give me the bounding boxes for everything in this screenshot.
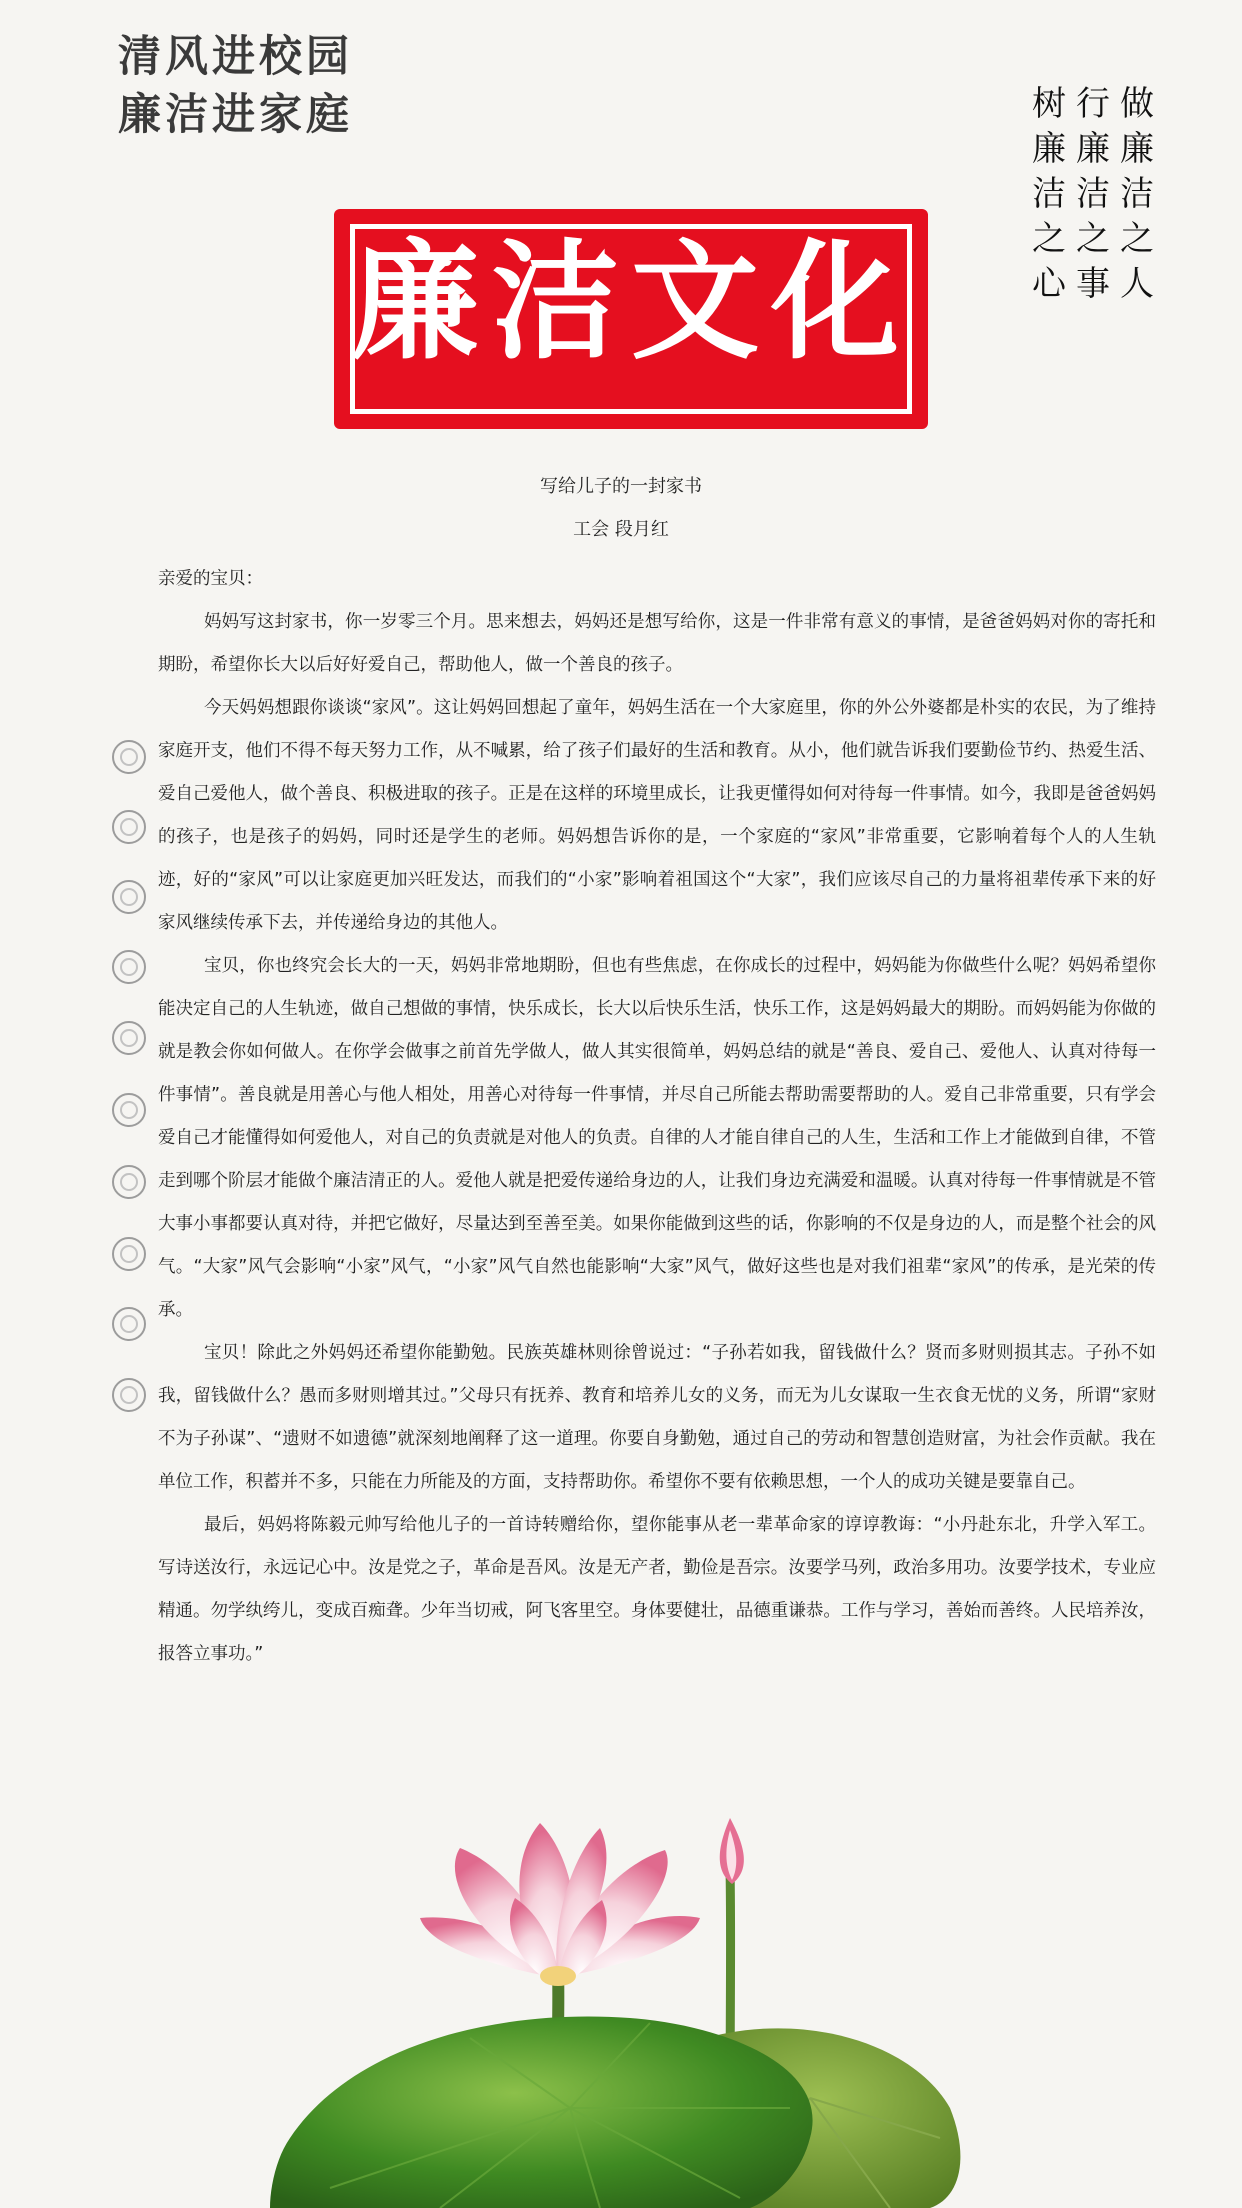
vertical-char: 心 [1032,264,1066,304]
slogan-line-1: 清风进校园 [118,32,353,82]
vertical-char: 做 [1120,84,1154,124]
vertical-char: 洁 [1032,174,1066,214]
lotus-flower [420,1823,700,1986]
letter-body [158,558,1156,1676]
vertical-column-3 [1030,82,1068,307]
letter-author: 工会 段月红 [573,519,669,540]
vertical-motto [1030,82,1156,307]
ring-icon [112,1021,146,1055]
lotus-illustration [270,1808,970,2208]
letter-paragraph: 今天妈妈想跟你谈谈“家风”。这让妈妈回想起了童年，妈妈生活在一个大家庭里，你的外公外婆都是朴实的农民，为了维持家庭开支，他们不得不每天努力工作，从不喊累，给了孩子们最好的生活和教育。从小，他们就告诉我们要勤俭节约、热爱生活、爱自己爱他人，做个善良、积极进取的孩子。正是在这样的环境里成长，让我更懂得如何对待每一件事情。如今，我即是爸爸妈妈的孩子，也是孩子的妈妈，同时还是学生的老师。妈妈想告诉你的是，一个家庭的“家风”非常重要，它影响着每个人的人生轨迹，好的“家风”可以让家庭更加兴旺发达，而我们的“小家”影响着祖国这个“大家”，我们应该尽自己的力量将祖辈传承下来的好家风继续传承下去，并传递给身边的其他人。 [158,698,1156,933]
ring-icon [112,810,146,844]
vertical-char: 洁 [1120,174,1154,214]
letter-greeting: 亲爱的宝贝： [158,569,263,589]
slogan [118,28,353,144]
letter-paragraph: 宝贝！除此之外妈妈还希望你能勤勉。民族英雄林则徐曾说过：“子孙若如我，留钱做什么？贤而多财则损其志。子孙不如我，留钱做什么？愚而多财则增其过。”父母只有抚养、教育和培养儿女的义务，而无为儿女谋取一生衣食无忧的义务，所谓“家财不为子孙谋”、“遗财不如遗德”就深刻地阐释了这一道理。你要自身勤勉，通过自己的劳动和智慧创造财富，为社会作贡献。我在单位工作，积蓄并不多，只能在力所能及的方面，支持帮助你。希望你不要有依赖思想，一个人的成功关键是要靠自己。 [158,1343,1156,1492]
seal-title: 廉洁文化 [350,227,911,377]
ring-icon [112,1307,146,1341]
slogan-line-2: 廉洁进家庭 [118,90,353,140]
seal-banner [336,211,926,427]
lotus-leaf-front [270,2017,813,2208]
ring-icon [112,740,146,774]
vertical-char: 人 [1120,264,1154,304]
vertical-char: 之 [1120,219,1154,259]
vertical-char: 树 [1032,84,1066,124]
vertical-char: 洁 [1076,174,1110,214]
vertical-column-2 [1074,82,1112,307]
ring-icon [112,950,146,984]
vertical-char: 之 [1032,219,1066,259]
ring-icon [112,1165,146,1199]
vertical-column-1 [1118,82,1156,307]
vertical-char: 行 [1076,84,1110,124]
vertical-char: 廉 [1032,129,1066,169]
ring-icon [112,1378,146,1412]
letter-paragraph: 妈妈写这封家书，你一岁零三个月。思来想去，妈妈还是想写给你，这是一件非常有意义的事情，是爸爸妈妈对你的寄托和期盼，希望你长大以后好好爱自己，帮助他人，做一个善良的孩子。 [158,612,1156,675]
letter-paragraph: 最后，妈妈将陈毅元帅写给他儿子的一首诗转赠给你，望你能事从老一辈革命家的谆谆教诲：“小丹赴东北，升学入军工。写诗送汝行，永远记心中。汝是党之子，革命是吾风。汝是无产者，勤俭是吾宗。汝要学马列，政治多用功。汝要学技术，专业应精通。勿学纨绔儿，变成百痴聋。少年当切戒，阿飞客里空。身体要健壮，品德重谦恭。工作与学习，善始而善终。人民培养汝，报答立事功。” [158,1515,1156,1664]
ring-icon [112,880,146,914]
letter-title: 写给儿子的一封家书 [540,476,702,497]
ring-icon [112,1093,146,1127]
vertical-char: 之 [1076,219,1110,259]
vertical-char: 廉 [1120,129,1154,169]
letter-paragraph: 宝贝，你也终究会长大的一天，妈妈非常地期盼，但也有些焦虑，在你成长的过程中，妈妈能为你做些什么呢？妈妈希望你能决定自己的人生轨迹，做自己想做的事情，快乐成长，长大以后快乐生活，快乐工作，这是妈妈最大的期盼。而妈妈能为你做的就是教会你如何做人。在你学会做事之前首先学做人，做人其实很简单，妈妈总结的就是“善良、爱自己、爱他人、认真对待每一件事情”。善良就是用善心与他人相处，用善心对待每一件事情，并尽自己所能去帮助需要帮助的人。爱自己非常重要，只有学会爱自己才能懂得如何爱他人，对自己的负责就是对他人的负责。自律的人才能自律自己的人生，生活和工作上才能做到自律，不管走到哪个阶层才能做个廉洁清正的人。爱他人就是把爱传递给身边的人，让我们身边充满爱和温暖。认真对待每一件事情就是不管大事小事都要认真对待，并把它做好，尽量达到至善至美。如果你能做到这些的话，你影响的不仅是身边的人，而是整个社会的风气。“大家”风气会影响“小家”风气，“小家”风气自然也能影响“大家”风气，做好这些也是对我们祖辈“家风”的传承，是光荣的传承。 [158,956,1156,1320]
vertical-char: 廉 [1076,129,1110,169]
vertical-char: 事 [1076,264,1110,304]
ring-icon [112,1237,146,1271]
